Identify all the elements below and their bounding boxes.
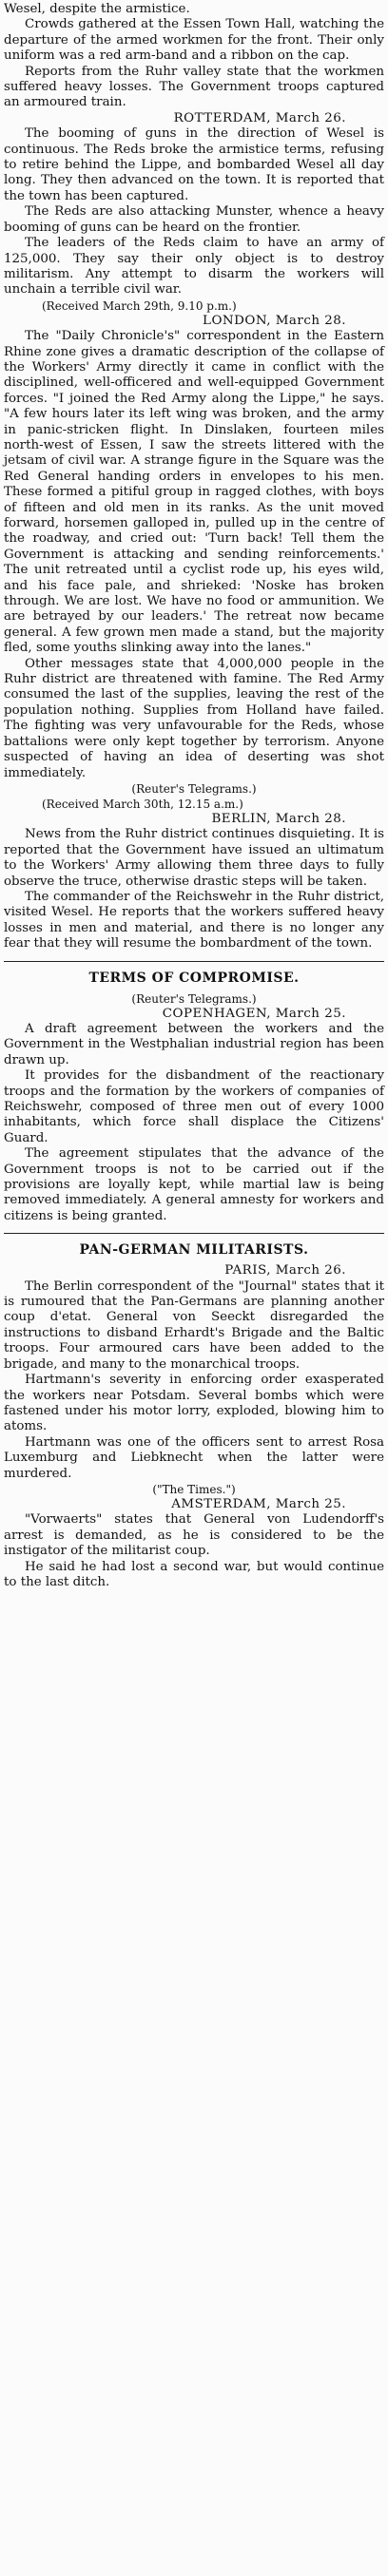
body-paragraph: Other messages state that 4,000,000 people in the Ruhr district are threatened with famine. The Red Army consumed the last of the supplies, leaving the rest of the population nothing. Supplies from Holland have failed. The fighting was very unfavourable for the Reds, whose battalions were only kept together by terrorism. Anyone suspected of having an idea of deserting was shot immediately.	[4, 656, 384, 780]
body-paragraph: A draft agreement between the workers and the Government in the Westphalian industrial region has been drawn up.	[4, 1021, 384, 1067]
body-paragraph: The agreement stipulates that the advance of the Government troops is not to be carried out if the provisions are loyally kept, while martial law is being removed immediately. A general amnesty for workers and citizens is being granted.	[4, 1146, 384, 1223]
body-paragraph: The commander of the Reichswehr in the Ruhr district, visited Wesel. He reports that the workers suffered heavy losses in men and material, and there is no longer any fear that they will resume the bombardment of the town.	[4, 889, 384, 952]
body-paragraph: Wesel, despite the armistice.	[4, 2, 190, 16]
body-paragraph: The Reds are also attacking Munster, whence a heavy booming of guns can be heard on the frontier.	[4, 204, 384, 235]
dateline: AMSTERDAM, March 25.	[171, 1496, 346, 1511]
section-heading: TERMS OF COMPROMISE.	[88, 970, 300, 986]
wire-credit: (Reuter's Telegrams.)	[131, 781, 257, 796]
section-heading: PAN-GERMAN MILITARISTS.	[79, 1242, 309, 1259]
body-paragraph: The booming of guns in the direction of Wesel is continuous. The Reds broke the armistice terms, refusing to retire behind the Lippe, and bombarded Wesel all day long. They then advanced on the town. It is reported that the town has been captured.	[4, 126, 384, 203]
wire-credit: ("The Times.")	[152, 1482, 236, 1496]
body-paragraph: News from the Ruhr district continues disquieting. It is reported that the Government have issued an ultimatum to the Workers' Army allowing them three days to fully observe the truce, otherwise drastic steps will be taken.	[4, 827, 384, 889]
section-divider	[4, 1233, 384, 1234]
received-time: (Received March 30th, 12.15 a.m.)	[42, 797, 243, 811]
dateline: PARIS, March 26.	[224, 1263, 346, 1278]
dateline: BERLIN, March 28.	[211, 811, 346, 826]
body-paragraph: The Berlin correspondent of the "Journal" states that it is rumoured that the Pan-Germans are planning another coup d'etat. General von Seeckt disregarded the instructions to disband Erhardt's Brigade and the Baltic troops. Four armoured cars have been added to the brigade, and many to the monarchical troops.	[4, 1278, 384, 1372]
body-paragraph: Hartmann's severity in enforcing order exasperated the workers near Potsdam. Several bombs which were fastened under his motor lorry, exploded, blowing him to atoms.	[4, 1373, 384, 1434]
body-paragraph: Hartmann was one of the officers sent to arrest Rosa Luxemburg and Liebknecht when the latter were murdered.	[4, 1434, 384, 1481]
body-paragraph: The "Daily Chronicle's" correspondent in the Eastern Rhine zone gives a dramatic description of the collapse of the Workers' Army directly it came in conflict with the disciplined, well-officered and well-equipped Government forces. "I joined the Red Army along the Lippe," he says. "A few hours later its left wing was broken, and the army in panic-stricken flight. In Dinslaken, fourteen miles north-west of Essen, I saw the streets littered with the jetsam of civil war. A strange figure in the Square was the Red General handing orders in envelopes to his men. These formed a pitiful group in ragged clothes, with boys of fifteen and old men in its ranks. As the unit moved forward, horsemen galloped in, pulled up in the centre of the roadway, and cried out: 'Turn back! Tell them the Government is attacking and sending reinforcements.' The unit retreated until a cyclist rode up, his eyes wild, and his face pale, and shrieked: 'Noske has broken through. We are lost. We have no food or ammunition. We are betrayed by our leaders.' The retreat now became general. A few grown men made a stand, but the majority fled, some youths slinking away into the lanes."	[4, 329, 384, 656]
dateline: LONDON, March 28.	[203, 313, 346, 328]
received-time: (Received March 29th, 9.10 p.m.)	[42, 298, 237, 313]
section-divider	[4, 961, 384, 962]
dateline: ROTTERDAM, March 26.	[173, 110, 346, 125]
body-paragraph: The leaders of the Reds claim to have an army of 125,000. They say their only object is to destroy militarism. Any attempt to disarm the workers will unchain a terrible civil war.	[4, 236, 384, 298]
body-paragraph: He said he had lost a second war, but would continue to the last ditch.	[4, 1559, 384, 1589]
body-paragraph: It provides for the disbandment of the reactionary troops and the formation by the workers of companies of Reichswehr, composed of three men out of every 1000 inhabitants, which force shall displace the Citizens' Guard.	[4, 1068, 384, 1145]
dateline: COPENHAGEN, March 25.	[162, 1006, 346, 1021]
body-paragraph: Crowds gathered at the Essen Town Hall, watching the departure of the armed workmen for the front. Their only uniform was a red arm-band and a ribbon on the cap.	[4, 17, 384, 64]
body-paragraph: Reports from the Ruhr valley state that the workmen suffered heavy losses. The Government troops captured an armoured train.	[4, 64, 384, 110]
body-paragraph: "Vorwaerts" states that General von Ludendorff's arrest is demanded, as he is considered to be the instigator of the militarist coup.	[4, 1512, 384, 1559]
wire-credit: (Reuter's Telegrams.)	[131, 991, 257, 1006]
